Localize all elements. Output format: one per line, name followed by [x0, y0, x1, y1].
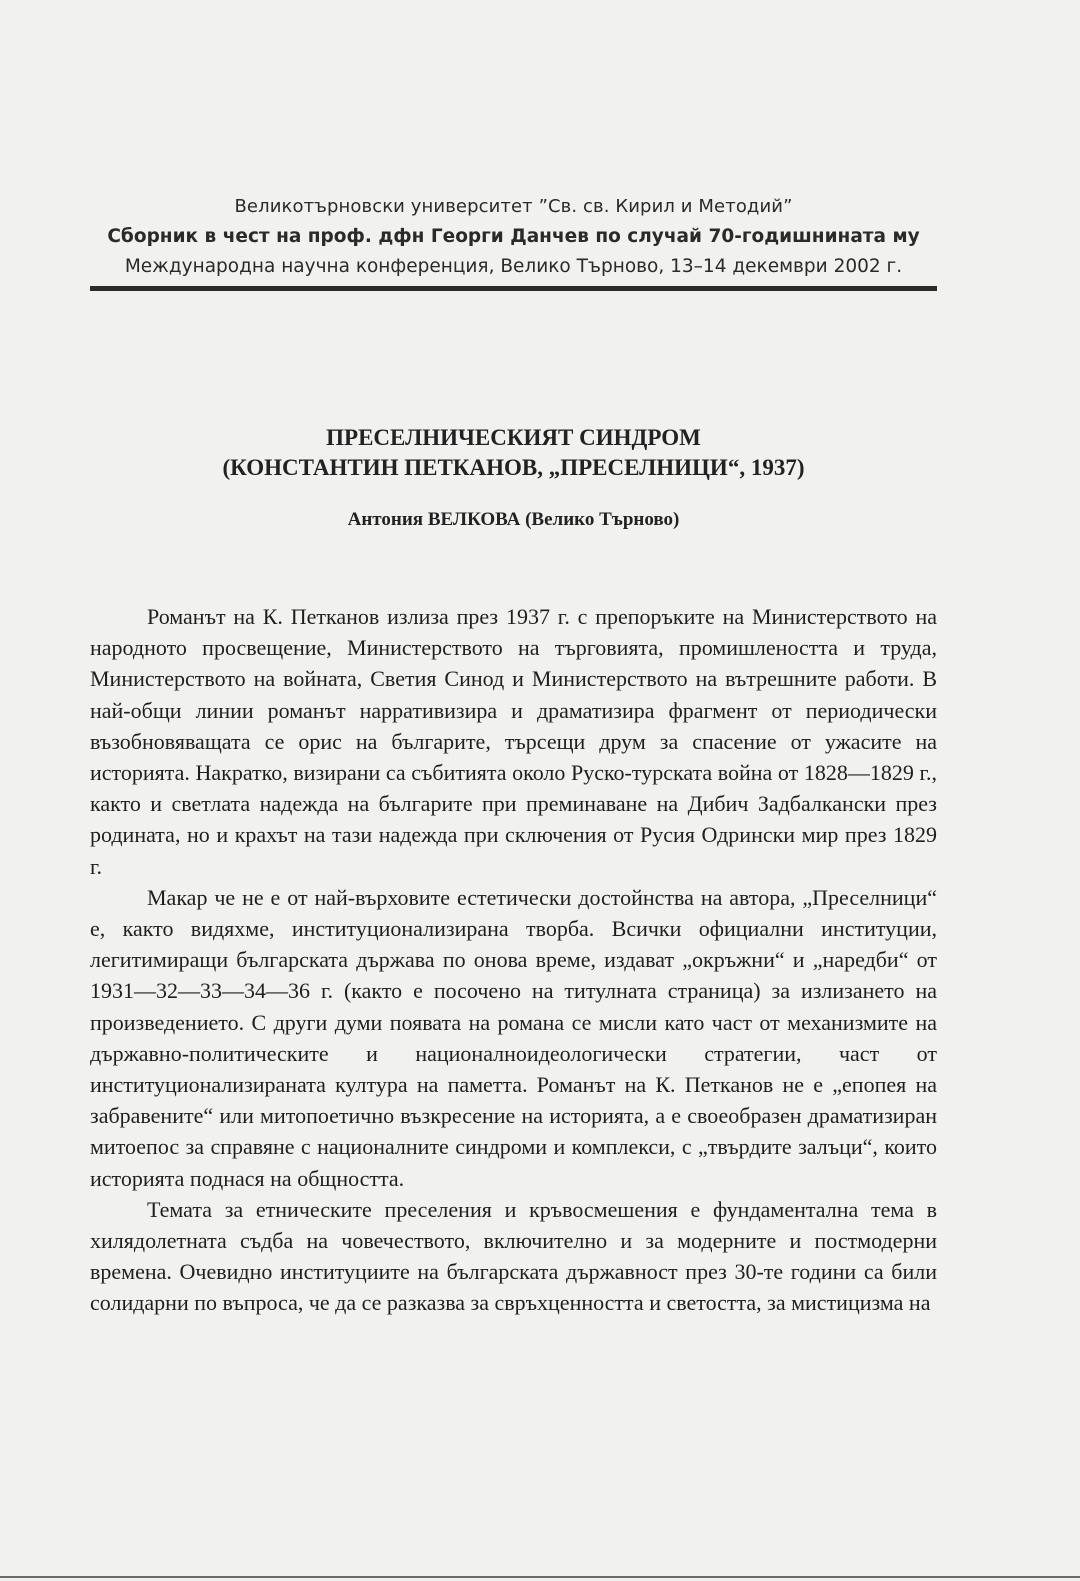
article-title	[90, 423, 937, 483]
paragraph-2: Макар че не е от най-върховите естетически достойнства на автора, „Преселници“ е, както видяхме, институционализирана творба. Всички официални институции, легитимиращи българската държава по онова време, издават „окръжни“ и „наредби“ от 1931—32—33—34—36 г. (както е посочено на титулната страница) за излизането на произведението. С други думи появата на романа се мисли като част от механизмите на държавно-политическите и националноидеологически стратегии, част от институционализираната култура на паметта. Романът на К. Петканов не е „епопея на забравените“ или митопоетично възкресение на историята, а е своеобразен драматизиран митоепос за справяне с националните синдроми и комплекси, с „твърдите залъци“, които историята поднася на общността.	[90, 884, 937, 1191]
title-line-2: (КОНСТАНТИН ПЕТКАНОВ, „ПРЕСЕЛНИЦИ“, 1937)	[222, 455, 805, 480]
article-author: Антония ВЕЛКОВА (Велико Търново)	[347, 509, 680, 530]
conference-info: Международна научна конференция, Велико Търново, 13–14 декември 2002 г.	[124, 256, 903, 277]
university-name: Великотърновски университет ”Св. св. Кирил и Методий”	[234, 196, 793, 217]
paragraph-1: Романът на К. Петканов излиза през 1937 г. с препоръките на Министерството на народното просвещение, Министерството на търговията, промишлеността и труда, Министерството на войната, Светия Синод и Министерството на вътрешните работи. В най-общи линии романът нарративизира и драматизира фрагмент от периодически възобновяващата се орис на българите, търсещи друм за спасение от ужасите на историята. Накратко, визирани са събитията около Руско-турската война от 1828—1829 г., както и светлата надежда на българите при преминаване на Дибич Задбалкански през родината, но и крахът на тази надежда при сключения от Русия Одрински мир през 1829 г.	[90, 604, 937, 879]
paragraph-3: Темата за етническите преселения и кръвосмешения е фундаментална тема в хилядолетната съдба на човечеството, включително и за модерните и постмодерни времена. Очевидно институциите на българската държавност през 30-те години са били солидарни по въпроса, че да се разказва за свръхценността и светостта, за мистицизма на	[90, 1196, 937, 1316]
header-divider	[90, 286, 937, 291]
page-header	[90, 192, 937, 282]
collection-title: Сборник в чест на проф. дфн Георги Данчев по случай 70-годишнината му	[107, 226, 920, 247]
title-line-1: ПРЕСЕЛНИЧЕСКИЯТ СИНДРОМ	[326, 425, 701, 450]
page-bottom-edge	[0, 1576, 1080, 1578]
article-body	[90, 601, 937, 1319]
